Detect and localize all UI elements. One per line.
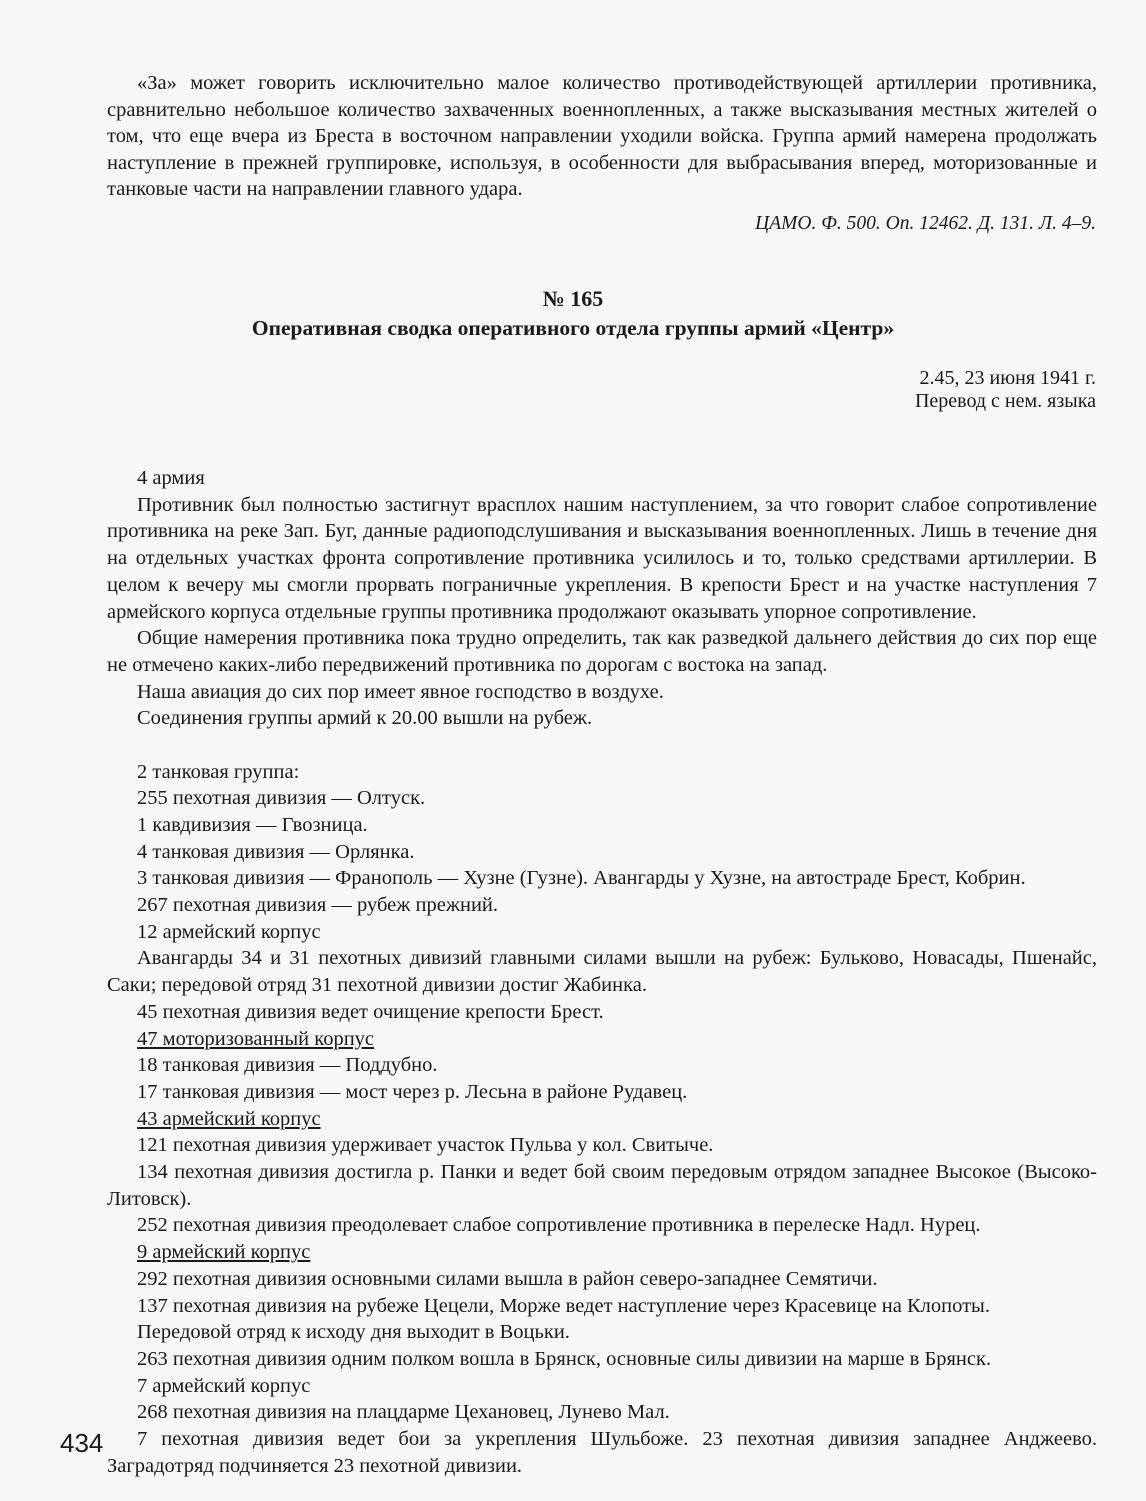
army4-heading: 4 армия — [137, 467, 205, 489]
corps-43-paragraph-2: 134 пехотная дивизия достигла р. Панки и ведет бой своим передовым отрядом западнее Высокое (Высоко-Литовск). — [107, 1161, 1097, 1210]
document-number: № 165 — [542, 286, 604, 311]
panzer-group-2-line-2: 1 кавдивизия — Гвозница. — [137, 813, 368, 836]
corps-7-line-1: 268 пехотная дивизия на плацдарме Цехановец, Лунево Мал. — [137, 1401, 670, 1424]
page-number: 434 — [60, 1428, 104, 1458]
panzer-group-2-line-3: 4 танковая дивизия — Орлянка. — [137, 840, 415, 863]
army4-paragraph-3: Наша авиация до сих пор имеет явное господство в воздухе. — [137, 680, 664, 703]
army4-paragraph-2: Общие намерения противника пока трудно определить, так как разведкой дальнего действия до сих пор еще не отмечено каких-либо передвижений противника по дорогам с востока на запад. — [107, 627, 1097, 676]
army4-paragraph-1: Противник был полностью застигнут врасплох нашим наступлением, за что говорит слабое сопротивление противника на реке Зап. Буг, данные радиоподслушивания и высказывания военнопленных. Лишь в течение дня на отдельных участках фронта сопротивление противника усилилось и то, только средствами артиллерии. В целом к вечеру мы смогли прорвать пограничные укрепления. В крепости Брест и на участке наступления 7 армейского корпуса отдельные группы противника продолжают оказывать упорное сопротивление. — [107, 493, 1097, 623]
source-citation: ЦАМО. Ф. 500. Оп. 12462. Д. 131. Л. 4–9. — [755, 213, 1096, 234]
corps-9-heading — [107, 1239, 1097, 1266]
panzer-group-2-heading: 2 танковая группа: — [137, 760, 300, 783]
report-body — [107, 465, 1097, 1480]
corps-43-line-1: 121 пехотная дивизия удерживает участок Пульва у кол. Свитыче. — [137, 1134, 714, 1157]
corps-9-heading-text: 9 армейский корпус — [137, 1241, 311, 1264]
corps-7-heading: 7 армейский корпус — [137, 1374, 311, 1397]
corps-12-line-2: 45 пехотная дивизия ведет очищение крепости Брест. — [137, 1000, 604, 1023]
corps-43-heading-text: 43 армейский корпус — [137, 1107, 321, 1130]
corps-9-line-3: Передовой отряд к исходу дня выходит в Воцьки. — [137, 1321, 570, 1344]
corps-12-paragraph-1: Авангарды 34 и 31 пехотных дивизий главными силами вышли на рубеж: Бульково, Новасады, Пшенайс, Саки; передовой отряд 31 пехотной дивизии достиг Жабинка. — [107, 947, 1097, 997]
corps-9-line-2: 137 пехотная дивизия на рубеже Цецели, Морже ведет наступление через Красевице на Клопоты. — [137, 1294, 990, 1317]
corps-43-line-3: 252 пехотная дивизия преодолевает слабое сопротивление противника в перелеске Надл. Нурец. — [137, 1214, 981, 1237]
panzer-group-2-line-4: 3 танковая дивизия — Франополь — Хузне (Гузне). Авангарды у Хузне, на автостраде Брест, Кобрин. — [137, 867, 1026, 890]
corps-43-heading — [107, 1106, 1097, 1133]
corps-9-line-1: 292 пехотная дивизия основными силами вышла в район северо-западнее Семятичи. — [137, 1267, 878, 1290]
document-title: Оперативная сводка оперативного отдела группы армий «Центр» — [251, 316, 895, 340]
section-gap — [107, 732, 1097, 759]
corps-7-paragraph-2: 7 пехотная дивизия ведет бои за укрепления Шульбоже. 23 пехотная дивизия западнее Анджеево. Заградотряд подчиняется 23 пехотной дивизии. — [107, 1428, 1097, 1477]
corps-47-line-1: 18 танковая дивизия — Поддубно. — [137, 1054, 438, 1077]
corps-47-heading-text: 47 моторизованный корпус — [137, 1027, 375, 1050]
corps-9-line-4: 263 пехотная дивизия одним полком вошла в Брянск, основные силы дивизии на марше в Брянск. — [137, 1348, 992, 1370]
army4-paragraph-4: Соединения группы армий к 20.00 вышли на рубеж. — [137, 707, 593, 730]
panzer-group-2-line-1: 255 пехотная дивизия — Олтуск. — [137, 787, 426, 810]
intro-paragraph: «За» может говорить исключительно малое количество противодействующей артиллерии противника, сравнительно небольшое количество захваченных военнопленных, а также высказывания местных жителей о том, что еще вчера из Бреста в восточном направлении уходили войска. Группа армий намерена продолжать наступление в прежней группировке, используя, в особенности для выбрасывания вперед, моторизованные и танковые части на направлении главного удара. — [107, 72, 1097, 200]
document-date: 2.45, 23 июня 1941 г. — [919, 367, 1096, 389]
corps-12-heading: 12 армейский корпус — [137, 920, 321, 943]
corps-47-line-2: 17 танковая дивизия — мост через р. Лесьна в районе Рудавец. — [137, 1080, 688, 1103]
panzer-group-2-line-5: 267 пехотная дивизия — рубеж прежний. — [137, 894, 499, 917]
translation-note: Перевод с нем. языка — [914, 390, 1096, 412]
corps-47-heading — [107, 1026, 1097, 1053]
